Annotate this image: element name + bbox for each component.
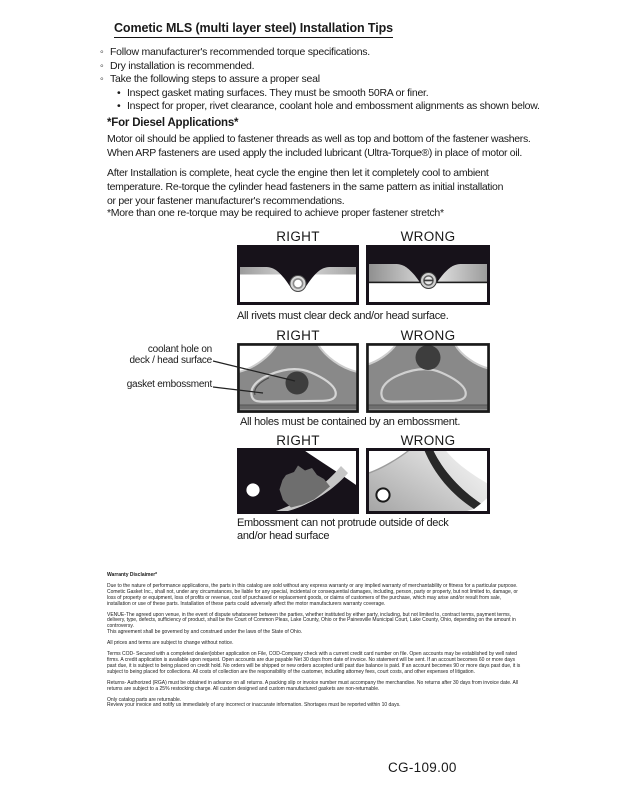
diagram-embossment-wrong	[366, 343, 490, 413]
warranty-paragraph: VENUE-The agreed upon venue, in the event of dispute whatsoever between the parties, whether instituted by either party, including, but not limited to, contract terms, payment terms, delivery, type, defects, sufficiency of product, shall be the Court of Common Pleas, Lake County, Ohio or the Painesville Municipal Court, Lake County, Ohio, depending on the amount in controversy.	[107, 611, 516, 630]
diagram-protrusion-wrong	[366, 448, 490, 514]
annotation-line: coolant hole on	[147, 344, 212, 355]
warranty-paragraph: Terms COD- Secured with a completed dealer/jobber application on File, COD-Company check with a current credit card number on file. Open accounts may be established by well rated firms. A credit application is available upon request. Open accounts are due payable Net 30 days from date of invoice. No statement will be sent. If an account becomes 60 or more days past due, it is subject to being placed on credit hold. No orders will be shipped or new orders accepted until past due balance is paid. If an account becomes 90 or more days past due, it is subject to being placed for collections. All costs of collection are the responsibility of the customer, including attorney fees, court costs, and other expenses of litigation.	[107, 651, 521, 675]
wrong-label: WRONG	[400, 328, 456, 343]
wrong-label: WRONG	[400, 229, 456, 244]
warranty-paragraph: Review your invoice and notify us immediately of any incorrect or inaccurate information. Shortages must be reported within 10 days.	[107, 702, 401, 709]
paragraph-line: After Installation is complete, heat cycle the engine then let it completely cool to ambient	[107, 167, 489, 179]
bullet-marker: •	[117, 100, 121, 113]
right-label: RIGHT	[276, 433, 320, 448]
diagram-caption: All rivets must clear deck and/or head surface.	[237, 310, 449, 322]
bullet-text: Take the following steps to assure a proper seal	[110, 73, 320, 86]
diesel-paragraph-1	[107, 132, 531, 160]
bullet-marker: ◦	[100, 46, 104, 58]
bullet-text: Inspect for proper, rivet clearance, coolant hole and embossment alignments as shown below.	[127, 100, 540, 113]
page-title: Cometic MLS (multi layer steel) Installation Tips	[114, 21, 393, 38]
sub-list-item	[117, 87, 540, 101]
paragraph-line: temperature. Re-torque the cylinder head fasteners in the same pattern as initial installation	[107, 181, 504, 193]
warranty-paragraph: Returns- Authorized (RGA) must be obtained in advance on all returns. A packing slip or invoice number must accompany the merchandise. No returns after 30 days from invoice date. All returns are subject to a 25% restocking charge. All custom designed and custom manufactured gaskets are non-returnable.	[107, 679, 519, 692]
warranty-paragraph: This agreement shall be governed by and construed under the laws of the State of Ohio.	[107, 629, 303, 636]
diagram-embossment-right	[237, 343, 359, 413]
caption-line: and/or head surface	[237, 530, 330, 542]
bullet-marker: ◦	[100, 59, 104, 72]
wrong-label: WRONG	[400, 433, 456, 448]
diesel-paragraph-2	[107, 166, 503, 208]
diagram-caption	[237, 517, 467, 543]
warranty-disclaimer-block	[107, 573, 521, 709]
list-item	[100, 46, 540, 60]
warranty-paragraph: All prices and terms are subject to change without notice.	[107, 640, 234, 647]
paragraph-line: Motor oil should be applied to fastener threads as well as top and bottom of the fastener washers.	[107, 133, 531, 145]
bullet-text: Follow manufacturer's recommended torque specifications.	[110, 46, 370, 58]
bullet-text: Inspect gasket mating surfaces. They must be smooth 50RA or finer.	[127, 86, 429, 99]
right-label: RIGHT	[276, 229, 320, 244]
list-item	[100, 73, 540, 87]
warranty-paragraph: Due to the nature of performance applications, the parts in this catalog are sold without any express warranty or any implied warranty of merchantability or fitness for a particular purpose. Cometic Gasket Inc., shall not, under any circumstances, be liable for any special, incidental or consequential damages, including, person, party or property, but not limited to, damage, or loss of property or equipment, loss of profits or revenue, cost of purchased or replacement goods, or claims of customers of the purchase, which may arise and/or result from sale, installation or use of these parts. Installation of these parts could adversely affect the motor manufacturers warranty coverage.	[107, 582, 518, 607]
bullet-marker: •	[117, 86, 121, 99]
warranty-heading: Warranty Disclaimer*	[107, 572, 158, 578]
diagram-rivet-clearance-right	[237, 245, 359, 305]
caption-line: Embossment can not protrude outside of deck	[237, 517, 449, 529]
bullet-marker: ◦	[100, 73, 104, 86]
annotation-coolant-hole	[110, 344, 212, 366]
warranty-paragraph: Only catalog parts are returnable.	[107, 696, 182, 703]
retorque-note: *More than one re-torque may be required to achieve proper fastener stretch*	[107, 207, 444, 219]
sub-list-item	[117, 100, 540, 114]
diesel-section-heading: *For Diesel Applications*	[107, 117, 239, 129]
paragraph-line: or per your fastener manufacturer's recommendations.	[107, 195, 345, 207]
diagram-rivet-clearance-wrong	[366, 245, 490, 305]
diagram-caption: All holes must be contained by an embossment.	[240, 416, 461, 428]
page-number: CG-109.00	[388, 760, 457, 775]
right-label: RIGHT	[276, 328, 320, 343]
annotation-gasket-embossment: gasket embossment	[126, 379, 212, 390]
bullet-list	[100, 46, 540, 114]
list-item	[100, 60, 540, 74]
bullet-text: Dry installation is recommended.	[110, 59, 255, 72]
paragraph-line: When ARP fasteners are used apply the included lubricant (Ultra-Torque®) in place of motor oil.	[107, 147, 523, 159]
diagram-protrusion-right	[237, 448, 359, 514]
annotation-line: deck / head surface	[129, 355, 212, 366]
